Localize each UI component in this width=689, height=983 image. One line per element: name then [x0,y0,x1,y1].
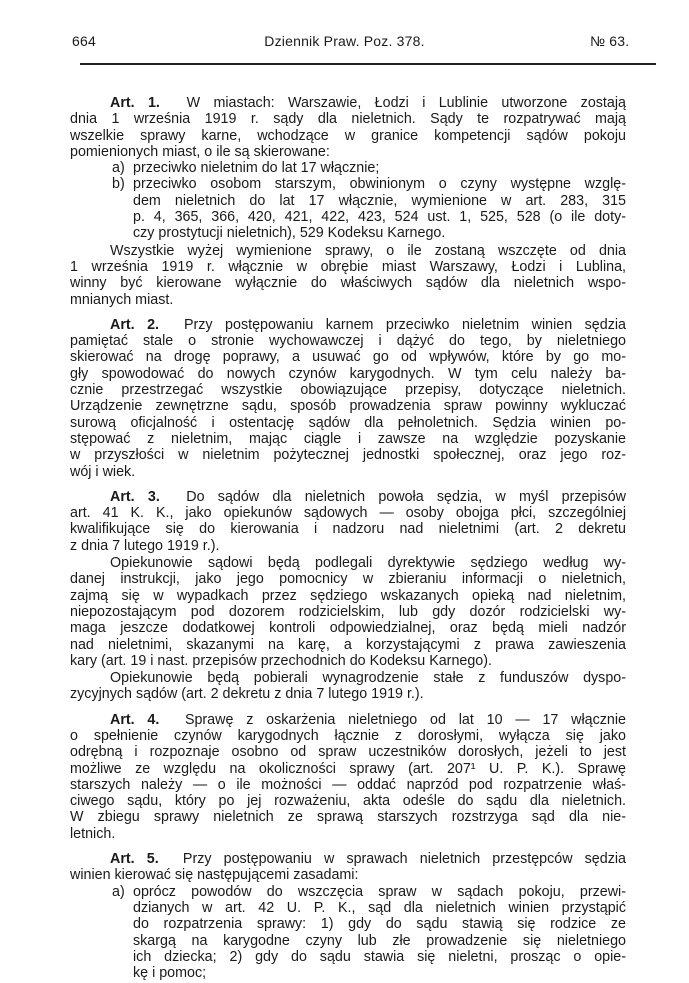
article-3 [70,489,626,703]
text-line: pomienionych miast, o ile są skierowane: [70,143,330,160]
text-line: pamiętać stale o stronie wychowawczej i dążyć do tego, by nieletniego [70,333,626,350]
text-line: ich dziecka; 2) gdy do sądu stawia się nieletni, prosząc o opie- [133,948,626,965]
article-2 [70,317,626,480]
text-line: do rozpatrzenia sprawy: 1) gdy do sądu stawią się rodzice ze [133,916,626,933]
text-line: cznie przestrzegać wszystkie obowiązujące przepisy, dotyczące nieletnich. [70,382,626,399]
paragraph [70,95,626,160]
text-line: winny być kierowane wyłącznie do właściwych sądów dla nieletnich wspo- [70,275,626,292]
text-line: mnianych miast. [70,291,174,308]
list-item [70,176,626,241]
article-4 [70,712,626,842]
text-line: odrębną i rozpoznaje osobno od spraw uczestników dorosłych, jeżeli to jest [70,744,626,761]
paragraph [70,317,626,480]
text-line: dzianych w art. 42 U. P. K., sąd dla nieletnich winien przystąpić [133,899,626,916]
text-line: Art. 4. Sprawę z oskarżenia nieletniego od lat 10 — 17 włącznie [110,711,626,728]
page-number: 664 [72,33,96,49]
text-line: o spełnienie czynów karygodnych łącznie z dorosłymi, wyłącza się jako [70,727,626,744]
text-line: możliwe ze względu na okoliczności sprawy (art. 207¹ U. P. K.). Sprawę [70,760,626,777]
paragraph [70,851,626,884]
text-line: surową oficjalność i ostentację sądów dla pełnoletnich. Sędzia winien po- [70,414,626,431]
text-line: dnia 1 września 1919 r. sądy dla nieletnich. Sądy te rozpatrywać mają [70,111,626,128]
list-marker: a) [112,160,125,177]
text-line: wój i wiek. [70,463,136,480]
text-line: art. 41 K. K., jako opiekunów sądowych — osoby obojga płci, szczególniej [70,505,626,522]
paragraph [70,489,626,554]
article-label: Art. 3. [110,488,160,505]
header-rule [80,63,656,65]
text-line: w przyszłości w nieletnim pożytecznej jednostki społecznej, oraz jego roz- [70,447,626,464]
article-label: Art. 5. [110,851,159,868]
text-line: kary (art. 19 i nast. przepisów przechodnich do Kodeksu Karnego). [70,652,492,669]
list-marker: a) [112,883,125,900]
text-line: przeciwko osobom starszym, obwinionym o czyny występne wzglę- [133,176,626,193]
text-line: 1 września 1919 r. włącznie w obrębie miast Warszawy, Łodzi i Lublina, [70,258,626,275]
journal-title: Dziennik Praw. Poz. 378. [264,33,425,49]
text-line: ciwego sądu, który po jej rozważeniu, akta odeśle do sądu dla nieletnich. [70,793,626,810]
article-label: Art. 1. [110,95,160,111]
text-line: niepozostającym pod dozorem rodzicielskim, lub gdy dozór rodzicielski wy- [70,603,626,620]
text-line: oprócz powodów do wszczęcia spraw w sądach pokoju, przewi- [133,883,626,900]
article-1 [70,95,626,308]
text-line: p. 4, 365, 366, 420, 421, 422, 423, 524 ust. 1, 525, 528 (o ile doty- [133,209,626,226]
text-line: Art. 1. W miastach: Warszawie, Łodzi i Lublinie utworzone zostają [110,95,626,111]
document-body [70,94,626,981]
text-line: kę i pomoc; [133,965,207,982]
text-line: letnich. [70,825,116,842]
paragraph [70,555,626,669]
list-item [70,160,626,176]
text-line: Art. 3. Do sądów dla nieletnich powoła sędzia, w myśl przepisów [110,488,626,505]
article-label: Art. 2. [110,316,160,333]
text-line: skargą na karygodne czyny lub złe prowadzenie się nieletniego [133,932,626,949]
text-line: dem nieletnich do lat 17 włącznie, wymienione w art. 283, 315 [133,192,626,209]
text-line: Art. 2. Przy postępowaniu karnem przeciwko nieletnim winien sędzia [110,316,626,333]
text-line: stępować z nieletnim, mając ciągle i zawsze na względzie pozyskanie [70,430,626,447]
text-line: czy prostytucji nieletnich), 529 Kodeksu Karnego. [133,225,446,242]
text-line: Opiekunowie sądowi będą podlegali dyrektywie sędziego według wy- [110,555,626,572]
text-line: Opiekunowie będą pobierali wynagrodzenie stałe z funduszów dyspo- [110,670,626,687]
list-marker: b) [112,176,125,193]
text-line: gły spowodować do nowych czynów karygodnych. W tym celu należy ba- [70,365,626,382]
text-line: Wszystkie wyżej wymienione sprawy, o ile zostaną wszczęte od dnia [110,242,626,259]
paragraph [70,670,626,703]
text-line: danej instrukcji, jako jego pomocnicy w zbieraniu informacji o nieletnich, [70,571,626,588]
list-item [70,884,626,982]
issue-number: № 63. [590,33,630,49]
text-line: Art. 5. Przy postępowaniu w sprawach nieletnich przestępców sędzia [110,851,626,868]
paragraph [70,712,626,842]
text-line: W zbiegu sprawy nieletnich ze sprawą starszych rozstrzyga sąd dla nie- [70,809,626,826]
text-line: przeciwko nieletnim do lat 17 włącznie; [133,160,380,177]
text-line: z dnia 7 lutego 1919 r.). [70,537,220,554]
text-line: wszelkie sprawy karne, wchodzące w granice kompetencji sądów pokoju [70,127,626,144]
text-line: kwalifikujące się do kierowania i nadzoru nad nieletnimi (art. 2 dekretu [70,521,626,538]
text-line: starszych należy — o ile możności — oddać naprzód pod rozpatrzenie właś- [70,776,626,793]
article-label: Art. 4. [110,711,160,728]
text-line: Urządzenie zewnętrzne sądu, sposób prowadzenia spraw powinny wykluczać [70,398,626,415]
text-line: maga jeszcze dodatkowej kontroli odpowiedzialnej, oraz będą mieli nadzór [70,620,626,637]
text-line: zycyjnych sądów (art. 2 dekretu z dnia 7 lutego 1919 r.). [70,686,424,703]
article-5 [70,851,626,981]
paragraph [70,243,626,308]
text-line: zajmą się w wypadkach przez sędziego wskazanych opieką nad nieletnim, [70,587,626,604]
text-line: winien kierować się następującemi zasadami: [70,867,359,884]
text-line: skierować na drogę poprawy, a usuwać go od wpływów, które by go mo- [70,349,626,366]
text-line: nad nieletnimi, skazanymi na karę, a korzystającymi z prawa zawieszenia [70,636,626,653]
